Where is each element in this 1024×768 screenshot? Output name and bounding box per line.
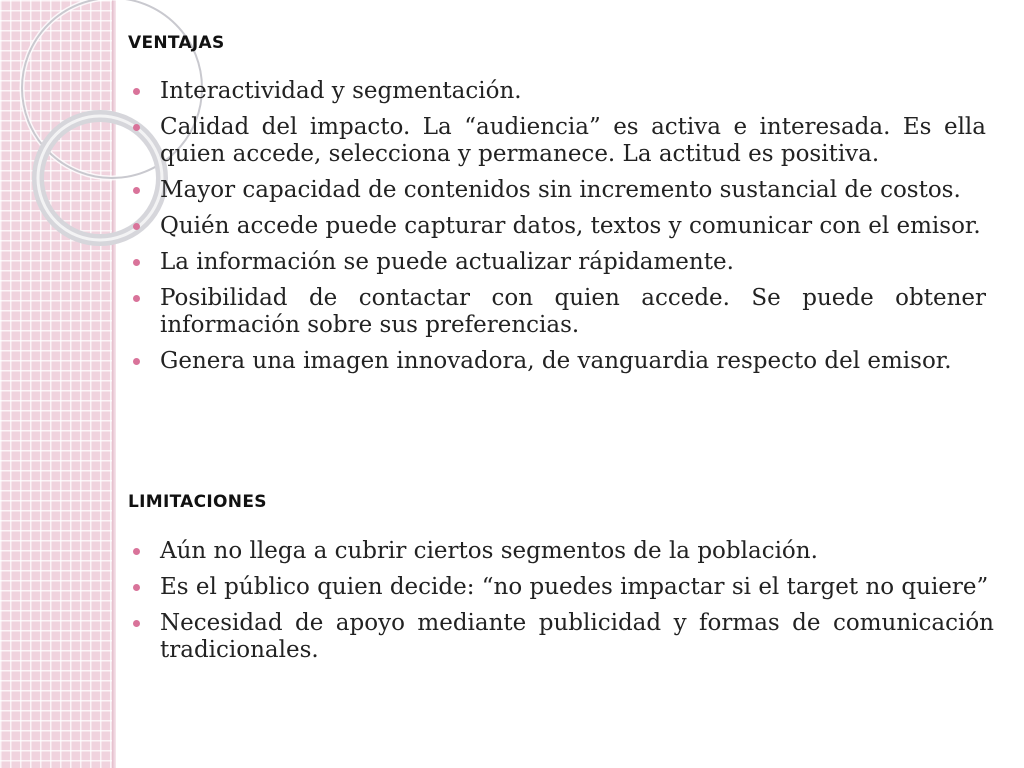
list-item: Mayor capacidad de contenidos sin incremento sustancial de costos. [128, 177, 986, 204]
list-item: Necesidad de apoyo mediante publicidad y formas de comunicación tradicionales. [128, 610, 994, 664]
list-item: Interactividad y segmentación. [128, 78, 986, 105]
limitaciones-list [128, 538, 994, 673]
bullet-dot-icon [133, 187, 140, 194]
bullet-dot-icon [133, 295, 140, 302]
list-item: Aún no llega a cubrir ciertos segmentos de la población. [128, 538, 994, 565]
bullet-dot-icon [133, 223, 140, 230]
bullet-dot-icon [133, 124, 140, 131]
bullet-dot-icon [133, 548, 140, 555]
ventajas-list [128, 78, 986, 384]
list-item: Genera una imagen innovadora, de vanguardia respecto del emisor. [128, 348, 986, 375]
bullet-dot-icon [133, 358, 140, 365]
list-item: Quién accede puede capturar datos, textos y comunicar con el emisor. [128, 213, 986, 240]
list-item: Es el público quien decide: “no puedes impactar si el target no quiere” [128, 574, 994, 601]
list-item: Posibilidad de contactar con quien accede. Se puede obtener información sobre sus preferencias. [128, 285, 986, 339]
bullet-dot-icon [133, 88, 140, 95]
heading-ventajas: VENTAJAS [128, 33, 225, 53]
bullet-dot-icon [133, 620, 140, 627]
list-item: Calidad del impacto. La “audiencia” es activa e interesada. Es ella quien accede, selecciona y permanece. La actitud es positiva. [128, 114, 986, 168]
heading-limitaciones: LIMITACIONES [128, 492, 267, 512]
bullet-dot-icon [133, 259, 140, 266]
list-item: La información se puede actualizar rápidamente. [128, 249, 986, 276]
bullet-dot-icon [133, 584, 140, 591]
